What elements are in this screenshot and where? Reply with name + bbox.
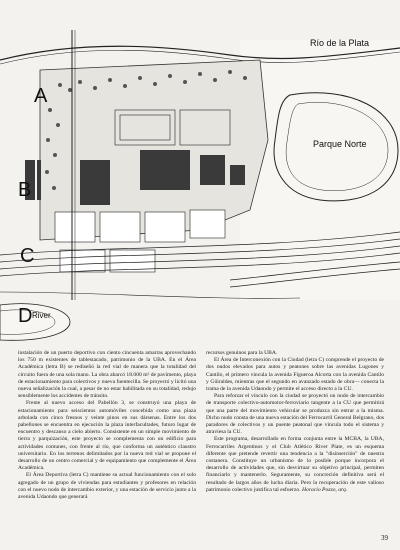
article-body [18,350,384,540]
paragraph: recursos genuinos para la UBA. [206,350,278,356]
zone-label-b: B [18,179,32,201]
park-label: Parque Norte [313,139,367,149]
paragraph: Frente al nuevo acceso del Pabellón 3, se construyó una playa de estacionamiento para seiscientos automóviles concebida como una plaza arbolada con cinco fresnos y veinte pinos en sus dársenas. Entre los dos pabellones se encuentra en ejecución la plaza interfacultades, futuro lugar de encuentro y descanso a cielo abierto. Consistente en un simple movimiento de tierra y parquización, este proyecto se complementa con un edificio para actividades comunes, con frente al río, que conforma un auténtico claustro universitario. En los terrenos delimitados por la nueva red vial se propone el desarrollo de un centro comercial y de equipamiento que complemente el Área Académica. [18,400,196,472]
paragraph [206,436,384,494]
page-number: 39 [381,534,388,542]
zone-label-a: A [34,85,48,107]
text-column-right [206,350,384,540]
text-column-left [18,350,196,540]
river-club-label: River [32,311,51,320]
paragraph: Para reforzar el vínculo con la ciudad se proyectó un nudo de intercambio de transporte colectivo-automotor-ferroviario tangente a la CU que permitirá que una parte del movimiento vehicular se produzca sin entrar a la misma. Dicho nudo consta de una nueva estación del Ferrocarril General Belgrano, dos paradores de colectivos y un puente peatonal que vincula todo el sistema y atraviesa la CU. [206,393,384,436]
paragraph-text: Este programa, desarrollado en forma conjunta entre la MCBA, la UBA, Ferrocarriles Argentinos y el Club Atlético River Plate, es un esquema diferente que pretende revertir una tendencia a la "disinserción" de nuestra costanera. Constituye un urbanismo de lo posible porque incorpora el desarrollo de actividades que, sin desvirtuar su objetivo principal, permiten financiarlo y mantenerlo. Seguramente, su concreción definitiva será el resultado de largos años de lucha diaria. Pero la recuperación de este valioso patrimonio colectivo justifica tal esfuerzo. [206,436,384,493]
author-signature: Horacio Pozzo, arq. [302,486,348,493]
paragraph: instalación de un puerto deportivo con ciento cincuenta amarras aprovechando los 750 m existentes de tablestacado, patrimonio de la UBA. En el Área Académica (letra B) se rediseñó la red vial de manera que la totalidad del circuito fuera de una sola mano. La obra abarcó 18.000 m² de pavimento, playa de estacionamiento para colectivos y nueva fuentecilla. Se proyectó y licitó una nueva señalización la cual, a pesar de no estar habilitada en su totalidad, redujo sensiblemente los accidentes de tránsito. [18,350,197,400]
river-label: Río de la Plata [310,38,370,48]
zone-label-d: D [18,305,33,327]
paragraph: El Área de Interconexión con la Ciudad (letra C) comprende el proyecto de dos nudos elevados para autos y peatones sobre las avenidas Lugones y Cantilo, el primero vincula la avenida Figueroa Alcorta con la avenida Cantilo y Güiraldes, mientras que el segundo en avanzado estado de obra— conecta la trama de la avenida Udaondo y permite el acceso directo a la CU. [206,357,384,393]
zone-label-c: C [20,245,35,267]
paragraph: El Área Deportiva (letra C) mantiene su actual funcionamiento con el solo agregado de un grupo de viviendas para estudiantes y profesores en relación con el nuevo nodo de intercambio exterior, y una estación de servicio junto a la avenida Udaondo que generará [18,472,196,501]
